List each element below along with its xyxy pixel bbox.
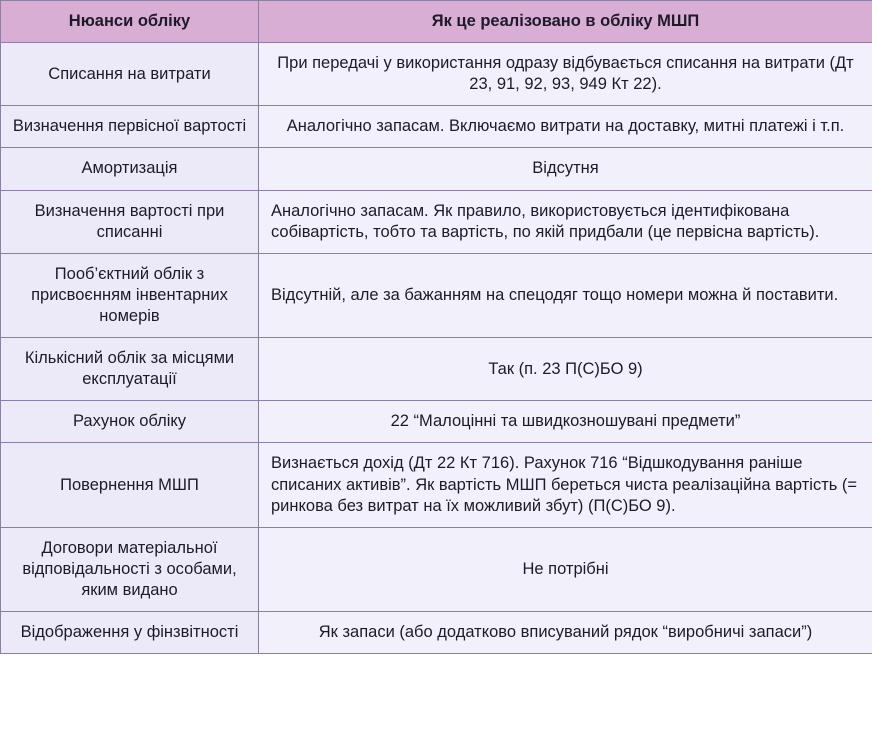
cell-implementation: Відсутня (259, 148, 872, 190)
cell-implementation: Визнається дохід (Дт 22 Кт 716). Рахунок 716 “Відшкодування раніше списаних активів”. Як вартість МШП береться чиста реалізаційна вартість (= ринкова без витрат на їх можливий збут) (П(С)БО 9). (259, 443, 872, 527)
cell-nuance: Договори матеріальної відповідальності з особами, яким видано (1, 527, 259, 611)
cell-nuance: Кількісний облік за місцями експлуатації (1, 338, 259, 401)
table-row (1, 106, 872, 148)
cell-nuance: Амортизація (1, 148, 259, 190)
cell-nuance: Списання на витрати (1, 43, 259, 106)
cell-nuance: Визначення первісної вартості (1, 106, 259, 148)
cell-nuance: Повернення МШП (1, 443, 259, 527)
table-header (1, 1, 872, 43)
cell-implementation: Не потрібні (259, 527, 872, 611)
table-header-row (1, 1, 872, 43)
column-header-nuances: Нюанси обліку (1, 1, 259, 43)
cell-nuance: Пооб’єктний облік з присвоєнням інвентарних номерів (1, 253, 259, 337)
cell-implementation: Аналогічно запасам. Включаємо витрати на доставку, митні платежі і т.п. (259, 106, 872, 148)
cell-nuance: Відображення у фінзвітності (1, 612, 259, 654)
table-row (1, 253, 872, 337)
table-row (1, 338, 872, 401)
table-row (1, 148, 872, 190)
table-row (1, 190, 872, 253)
cell-nuance: Рахунок обліку (1, 401, 259, 443)
table-row (1, 443, 872, 527)
table-row (1, 401, 872, 443)
cell-implementation: Як запаси (або додатково вписуваний рядок “виробничі запаси”) (259, 612, 872, 654)
cell-implementation: 22 “Малоцінні та швидкозношувані предмети” (259, 401, 872, 443)
cell-implementation: Так (п. 23 П(С)БО 9) (259, 338, 872, 401)
cell-nuance: Визначення вартості при списанні (1, 190, 259, 253)
cell-implementation: Відсутній, але за бажанням на спецодяг тощо номери можна й поставити. (259, 253, 872, 337)
cell-implementation: При передачі у використання одразу відбувається списання на витрати (Дт 23, 91, 92, 93, 949 Кт 22). (259, 43, 872, 106)
column-header-implementation: Як це реалізовано в обліку МШП (259, 1, 872, 43)
table-body (1, 43, 872, 654)
table-row (1, 527, 872, 611)
cell-implementation: Аналогічно запасам. Як правило, використовується ідентифікована собівартість, тобто та вартість, по якій придбали (це первісна вартість). (259, 190, 872, 253)
table-row (1, 43, 872, 106)
table-row (1, 612, 872, 654)
